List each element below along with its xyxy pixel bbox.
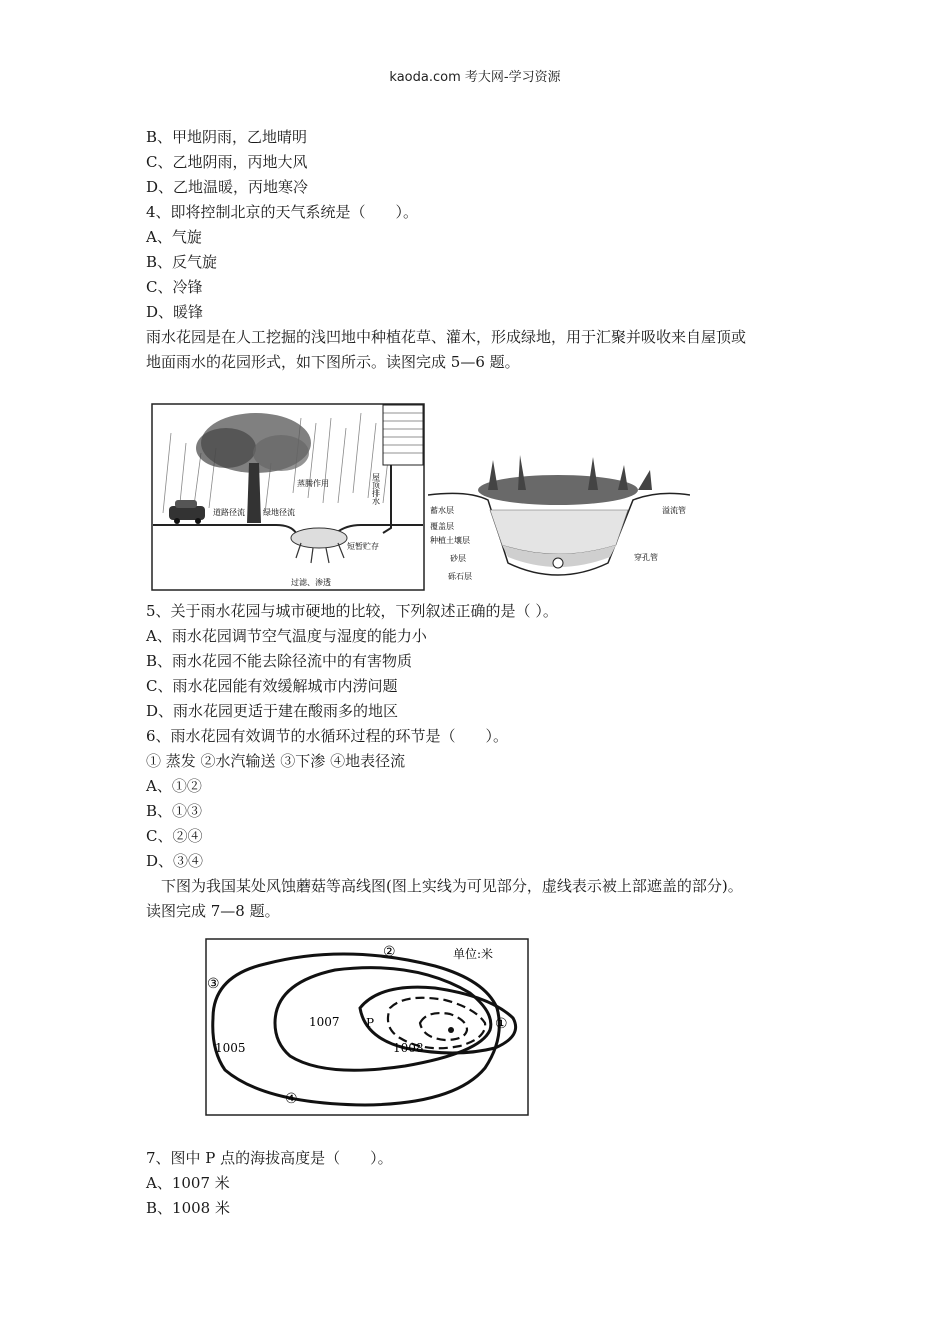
label-sand-layer: 砂层	[450, 554, 466, 563]
option-line: A、雨水花园调节空气温度与湿度的能力小	[146, 627, 427, 645]
option-line: D、乙地温暖，丙地寒冷	[146, 178, 309, 196]
option-line: B、①③	[146, 802, 203, 820]
option-line: D、雨水花园更适于建在酸雨多的地区	[146, 702, 399, 720]
label-perforated-pipe: 穿孔管	[634, 553, 658, 562]
label-short-storage: 短暂贮存	[347, 542, 379, 551]
paragraph-line: 地面雨水的花园形式，如下图所示。读图完成 5—6 题。	[146, 353, 520, 371]
option-line: C、雨水花园能有效缓解城市内涝问题	[146, 677, 398, 695]
rain-garden-section-figure	[428, 445, 690, 590]
option-line: D、暖锋	[146, 303, 204, 321]
question-line: 4、即将控制北京的天气系统是（ ）。	[146, 203, 419, 221]
option-line: A、1007 米	[146, 1174, 230, 1192]
contour-label-3: ③	[207, 976, 220, 992]
plants-icon	[478, 455, 652, 505]
label-water-layer: 蓄水层	[430, 506, 454, 515]
label-filtration: 过滤、渗透	[291, 578, 331, 587]
question-line: ① 蒸发 ②水汽输送 ③下渗 ④地表径流	[146, 752, 406, 770]
question-line: 6、雨水花园有效调节的水循环过程的环节是（ ）。	[146, 727, 509, 745]
option-line: B、反气旋	[146, 253, 218, 271]
option-line: B、甲地阴雨，乙地晴明	[146, 128, 308, 146]
contour-map-figure	[205, 938, 529, 1116]
option-line: A、①②	[146, 777, 202, 795]
option-line: C、冷锋	[146, 278, 203, 296]
label-gravel-layer: 砾石层	[448, 572, 472, 581]
option-line: B、1008 米	[146, 1199, 230, 1217]
point-p: P	[366, 1016, 375, 1030]
option-line: C、乙地阴雨，丙地大风	[146, 153, 308, 171]
rain-garden-scene-figure	[151, 403, 425, 591]
elevation-1007: 1007	[309, 1015, 340, 1029]
option-line: A、气旋	[146, 228, 202, 246]
label-green-runoff: 绿地径流	[263, 508, 295, 517]
elevation-1008: 1008	[393, 1041, 424, 1055]
label-overflow-pipe: 溢流管	[662, 506, 686, 515]
label-roof-drain: 屋顶排水	[371, 473, 381, 505]
question-line: 7、图中 P 点的海拔高度是（ ）。	[146, 1149, 393, 1167]
elevation-1005: 1005	[215, 1041, 246, 1055]
label-cover-layer: 覆盖层	[430, 522, 454, 531]
contour-label-4: ④	[285, 1091, 298, 1107]
option-line: B、雨水花园不能去除径流中的有害物质	[146, 652, 413, 670]
label-road-runoff: 道路径流	[213, 508, 245, 517]
question-line: 5、关于雨水花园与城市硬地的比较，下列叙述正确的是（ ）。	[146, 602, 558, 620]
page-header: kaoda.com 考大网-学习资源	[389, 70, 561, 85]
label-soil-layer: 种植土壤层	[430, 536, 470, 545]
peak-dot-icon	[448, 1027, 454, 1033]
contour-label-1: ①	[495, 1016, 508, 1032]
label-evaporation: 蒸腾作用	[297, 479, 329, 488]
paragraph-line: 读图完成 7—8 题。	[146, 902, 280, 920]
option-line: D、③④	[146, 852, 204, 870]
paragraph-line: 雨水花园是在人工挖掘的浅凹地中种植花草、灌木，形成绿地，用于汇聚并吸收来自屋顶或	[146, 328, 747, 346]
option-line: C、②④	[146, 827, 203, 845]
map-unit: 单位:米	[453, 947, 494, 961]
contour-label-2: ②	[383, 944, 396, 960]
paragraph-line: 下图为我国某处风蚀蘑菇等高线图(图上实线为可见部分，虚线表示被上部遮盖的部分)。	[146, 877, 743, 895]
